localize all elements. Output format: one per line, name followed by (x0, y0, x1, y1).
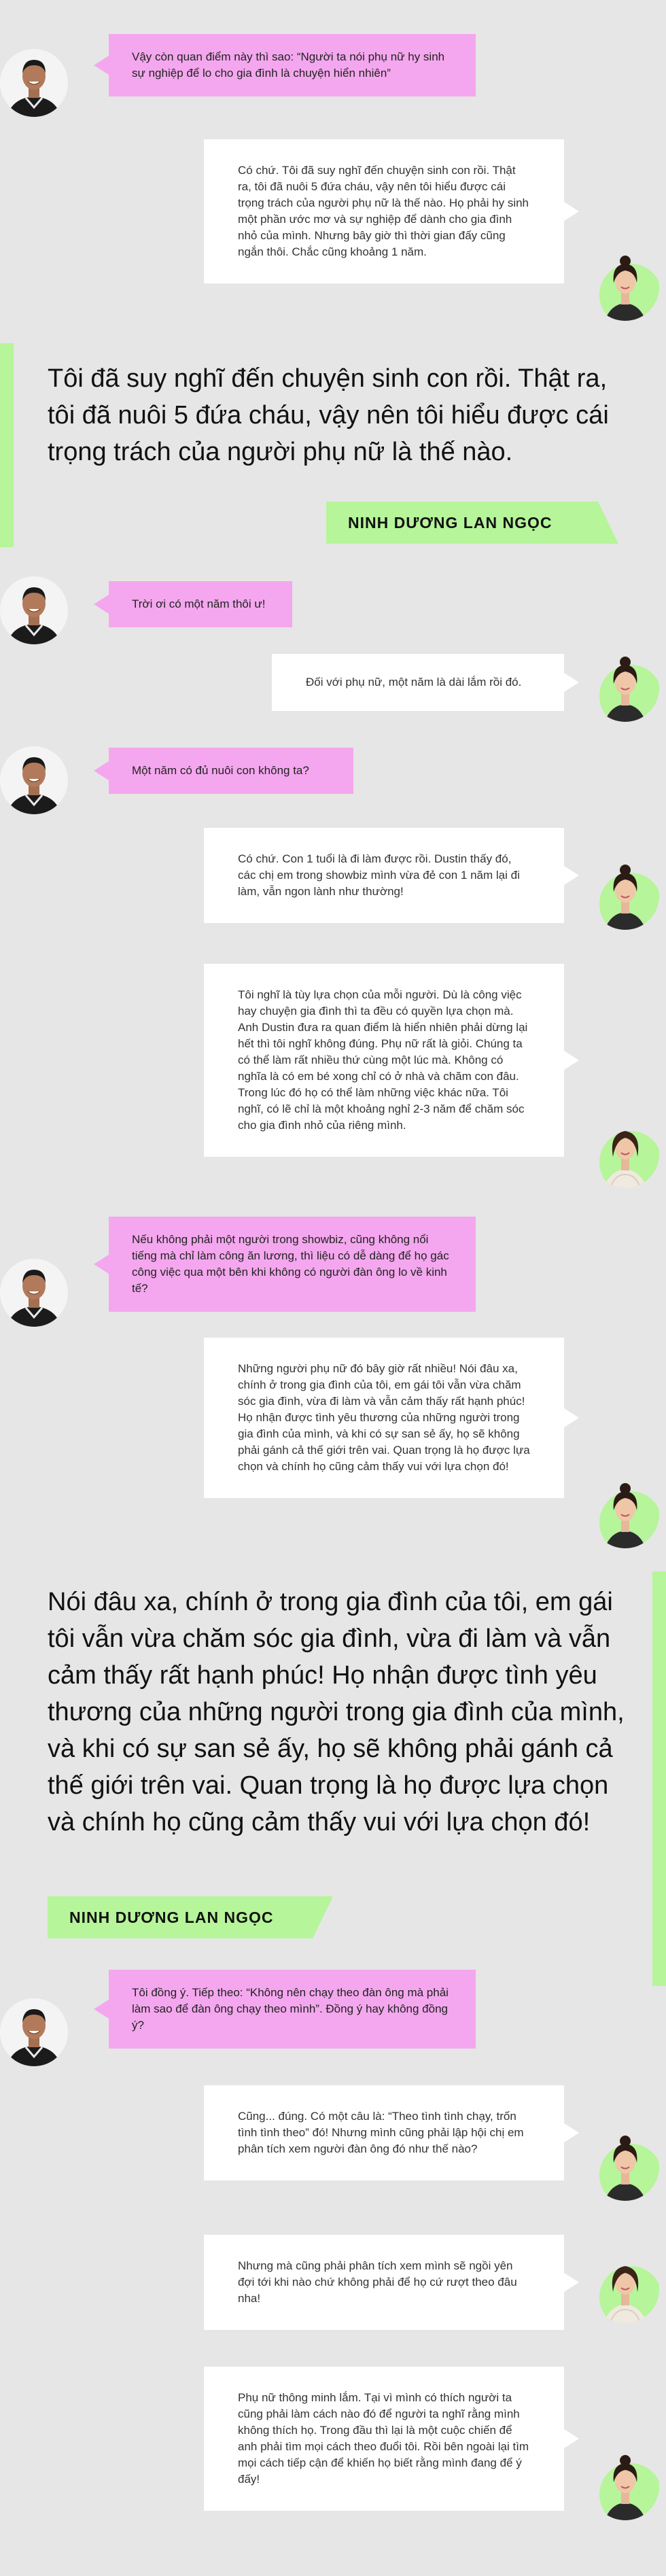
quote-author-tag (326, 502, 598, 544)
message-text: Một năm có đủ nuôi con không ta? (132, 764, 309, 777)
interviewer-avatar (0, 1998, 68, 2066)
interviewer-avatar (0, 746, 68, 814)
quote-author-tag (48, 1896, 313, 1938)
guest-bubble (204, 828, 564, 923)
guest-avatar (591, 862, 659, 930)
interviewer-bubble (109, 34, 476, 97)
interviewer-avatar (0, 49, 68, 117)
guest-avatar (591, 2133, 659, 2201)
guest-avatar (591, 654, 659, 722)
guest-bubble (272, 654, 564, 711)
interviewer-bubble (109, 581, 292, 627)
guest-avatar (591, 2255, 659, 2323)
message-text: Cũng... đúng. Có một câu là: “Theo tình tình chạy, trốn tình tình theo” đó! Nhưng mình cũng phải lập hội chị em phân tích xem người đàn ông đó như thế nào? (238, 2110, 524, 2155)
guest-bubble (204, 139, 564, 283)
quote-author: NINH DƯƠNG LAN NGỌC (69, 1909, 274, 1926)
message-text: Trời ơi có một năm thôi ư! (132, 597, 266, 610)
message-text: Phụ nữ thông minh lắm. Tại vì mình có thích người ta cũng phải làm cách nào đó để người ta nghĩ rằng mình không thích họ. Trong đầu thì lại là một cuộc chiến để anh phải tìm mọi cách theo đuổi tôi. Rồi bên ngoài lại tìm mọi cách tiếp cận để khiến họ biết rằng mình đang để ý đấy! (238, 2391, 529, 2486)
interviewer-avatar (0, 576, 68, 644)
interviewer-avatar (0, 1259, 68, 1327)
pull-quote (48, 1584, 632, 1841)
interviewer-bubble (109, 748, 353, 794)
message-text: Vậy còn quan điểm này thì sao: “Người ta nói phụ nữ hy sinh sự nghiệp để lo cho gia đình là chuyện hiển nhiên” (132, 50, 445, 80)
quote-author: NINH DƯƠNG LAN NGỌC (348, 514, 553, 532)
message-text: Có chứ. Con 1 tuổi là đi làm được rồi. Dustin thấy đó, các chị em trong showbiz mình vừa đẻ con 1 năm lại đi làm, vẫn ngon lành như thường! (238, 852, 520, 898)
interviewer-bubble (109, 1970, 476, 2049)
guest-avatar (591, 2452, 659, 2520)
interviewer-bubble (109, 1217, 476, 1312)
guest-bubble (204, 964, 564, 1157)
guest-avatar (591, 1120, 659, 1188)
message-text: Những người phụ nữ đó bây giờ rất nhiều! Nói đâu xa, chính ở trong gia đình của tôi, em gái tôi vẫn vừa chăm sóc gia đình, vừa đi làm và vẫn cảm thấy rất hạnh phúc! Họ nhận được tình yêu thương của những người trong gia đình của mình, và khi có sự san sẻ ấy, họ sẽ không phải gánh cả thế giới trên vai. Quan trọng là họ được lựa chọn và chính họ cũng cảm thấy vui với lựa chọn đó! (238, 1362, 530, 1473)
guest-avatar (591, 1480, 659, 1548)
message-text: Nhưng mà cũng phải phân tích xem mình sẽ ngồi yên đợi tới khi nào chứ không phải để họ cứ rượt theo đâu nha! (238, 2259, 517, 2305)
pull-quote (48, 360, 618, 470)
message-text: Tôi nghĩ là tùy lựa chọn của mỗi người. Dù là công việc hay chuyện gia đình thì ta đều có quyền lựa chọn mà. Anh Dustin đưa ra quan điểm là hiển nhiên phải dừng lại hết thì tôi nghĩ không đúng. Phụ nữ rất là giỏi. Chúng ta có thể làm rất nhiều thứ cùng một lúc mà. Không có nghĩa là có em bé xong chỉ có ở nhà và chăm con đâu. Trong lúc đó họ có thể làm những việc khác nữa. Tôi nghĩ, có lẽ chỉ là một khoảng nghỉ 2-3 năm để chăm sóc cho gia đình nhỏ của riêng mình. (238, 988, 528, 1132)
guest-bubble (204, 2235, 564, 2330)
guest-bubble (204, 2085, 564, 2180)
quote-accent-bar (0, 343, 14, 547)
guest-avatar (591, 253, 659, 321)
quote-text: Nói đâu xa, chính ở trong gia đình của tôi, em gái tôi vẫn vừa chăm sóc gia đình, vừa đi làm và vẫn cảm thấy rất hạnh phúc! Họ nhận được tình yêu thương của những người trong gia đình của mình, và khi có sự san sẻ ấy, họ sẽ không phải gánh cả thế giới trên vai. Quan trọng là họ được lựa chọn và chính họ cũng cảm thấy vui với lựa chọn đó! (48, 1588, 625, 1837)
message-text: Tôi đồng ý. Tiếp theo: “Không nên chạy theo đàn ông mà phải làm sao để đàn ông chạy theo mình”. Đồng ý hay không đồng ý? (132, 1986, 449, 2032)
quote-accent-bar (652, 1571, 666, 1986)
message-text: Có chứ. Tôi đã suy nghĩ đến chuyện sinh con rồi. Thật ra, tôi đã nuôi 5 đứa cháu, vậy nên tôi hiểu được cái trọng trách của người phụ nữ là thế nào. Họ phải hy sinh một phần ước mơ và sự nghiệp để dành cho gia đình nhỏ của mình. Nhưng bây giờ thì thời gian đấy cũng ngắn thôi. Chắc cũng khoảng 1 năm. (238, 164, 529, 258)
guest-bubble (204, 1338, 564, 1498)
guest-bubble (204, 2367, 564, 2511)
message-text: Đối với phụ nữ, một năm là dài lắm rồi đó. (306, 676, 522, 689)
quote-text: Tôi đã suy nghĩ đến chuyện sinh con rồi. Thật ra, tôi đã nuôi 5 đứa cháu, vậy nên tôi hiểu được cái trọng trách của người phụ nữ là thế nào. (48, 364, 609, 466)
message-text: Nếu không phải một người trong showbiz, cũng không nổi tiếng mà chỉ làm công ăn lương, thì liệu có dễ dàng để họ gác công việc qua một bên khi không có người đàn ông lo về kinh tế? (132, 1233, 449, 1295)
